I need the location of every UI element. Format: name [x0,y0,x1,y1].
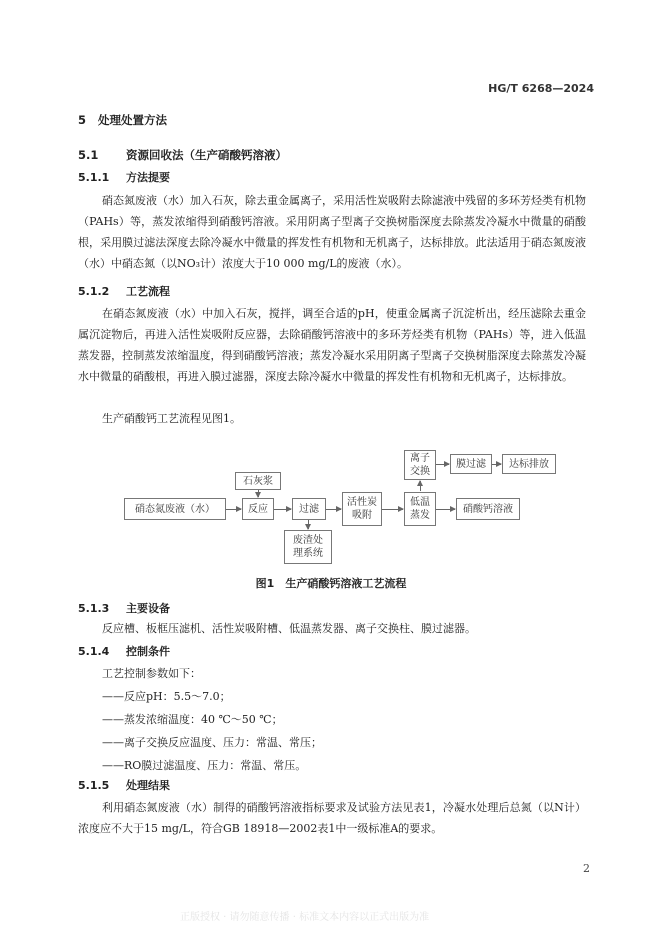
flow-box-feed: 硝态氮废液（水） [124,498,226,520]
section-title: 方法提要 [126,171,170,184]
flow-box-ion-exchange: 离子交换 [404,450,436,480]
process-flow-paragraph: 在硝态氮废液（水）中加入石灰，搅拌，调至合适的pH，使重金属离子沉淀析出，经压滤除去重金属沉淀物后，再进入活性炭吸附反应器，去除硝酸钙溶液中的多环芳烃类有机物（PAHs）等，进入低温蒸发器，控制蒸发浓缩温度，得到硝酸钙溶液；蒸发冷凝水采用阴离子型离子交换树脂深度去除蒸发冷凝水中微量的硝酸根，再进入膜过滤器，深度去除冷凝水中微量的挥发性有机物和无机离子，达标排放。 [78,307,586,383]
control-item: ——蒸发浓缩温度：40 ℃～50 ℃； [102,713,283,726]
flow-arrow-membrane-to-discharge [492,464,501,465]
section-number: 5 [78,113,87,127]
section-title: 主要设备 [126,602,170,615]
flow-box-carbon-adsorption: 活性炭吸附 [342,492,382,526]
figure-caption: 图1 生产硝酸钙溶液工艺流程 [255,577,407,590]
flow-arrow-filter-to-carbon [326,509,341,510]
flow-arrow-evaporation-to-ion [420,481,421,491]
equipment-list: 反应槽、板框压滤机、活性炭吸附槽、低温蒸发器、离子交换柱、膜过滤器。 [102,622,476,635]
section-number: 5.1.2 [78,285,110,298]
flow-arrow-reaction-to-filter [274,509,291,510]
flow-arrow-ion-to-membrane [436,464,449,465]
control-item: ——反应pH：5.5～7.0； [102,690,231,703]
flow-box-low-temp-evaporation: 低温蒸发 [404,492,436,526]
control-intro: 工艺控制参数如下： [102,667,201,680]
section-heading-5-1-2 [78,283,170,299]
flow-box-lime: 石灰浆 [235,472,281,490]
flow-box-membrane-filter: 膜过滤 [450,454,492,474]
section-heading-5-1-5 [78,777,170,793]
result-paragraph: 利用硝态氮废液（水）制得的硝酸钙溶液指标要求及试验方法见表1，冷凝水处理后总氮（以N计）浓度应不大于15 mg/L，符合GB 18918—2002表1中一级标准A的要求。 [78,801,586,835]
flow-arrow-carbon-to-evaporation [382,509,403,510]
page-number: 2 [583,862,590,875]
figure-reference: 生产硝酸钙工艺流程见图1。 [102,412,241,425]
section-heading-5-1 [78,147,287,163]
control-item: ——RO膜过滤温度、压力：常温、常压。 [102,759,307,772]
section-number: 5.1.5 [78,779,110,792]
flow-box-discharge: 达标排放 [502,454,556,474]
section-number: 5.1 [78,148,99,162]
section-title: 控制条件 [126,645,170,658]
flow-arrow-feed-to-reaction [226,509,241,510]
flow-box-waste-system: 废渣处理系统 [284,530,332,564]
section-heading-5 [78,112,167,128]
footer-watermark: 正版授权 · 请勿随意传播 · 标准文本内容以正式出版为准 [180,912,430,923]
section-title: 处理结果 [126,779,170,792]
flow-arrow-lime-to-reaction [258,490,259,497]
section-number: 5.1.3 [78,602,110,615]
section-title: 处理处置方法 [98,113,167,127]
flow-box-filter: 过滤 [292,498,326,520]
standard-code: HG/T 6268—2024 [488,82,594,95]
flow-box-product: 硝酸钙溶液 [456,498,520,520]
section-number: 5.1.1 [78,171,110,184]
section-heading-5-1-1 [78,169,170,185]
flow-arrow-filter-to-waste [308,520,309,529]
section-title: 资源回收法（生产硝酸钙溶液） [126,148,287,162]
section-heading-5-1-3 [78,600,170,616]
section-number: 5.1.4 [78,645,110,658]
method-summary-paragraph: 硝态氮废液（水）加入石灰，除去重金属离子，采用活性炭吸附去除滤液中残留的多环芳烃类有机物（PAHs）等，蒸发浓缩得到硝酸钙溶液。采用阴离子型离子交换树脂深度去除蒸发冷凝水中微量的硝酸根，采用膜过滤法深度去除冷凝水中微量的挥发性有机物和无机离子，达标排放。此法适用于硝态氮废液（水）中硝态氮（以NO₃计）浓度大于10 000 mg/L的废液（水）。 [78,194,586,270]
flow-arrow-evaporation-to-product [436,509,455,510]
section-title: 工艺流程 [126,285,170,298]
process-flow-diagram [0,440,662,570]
flow-box-reaction: 反应 [242,498,274,520]
section-heading-5-1-4 [78,643,170,659]
control-item: ——离子交换反应温度、压力：常温、常压； [102,736,322,749]
